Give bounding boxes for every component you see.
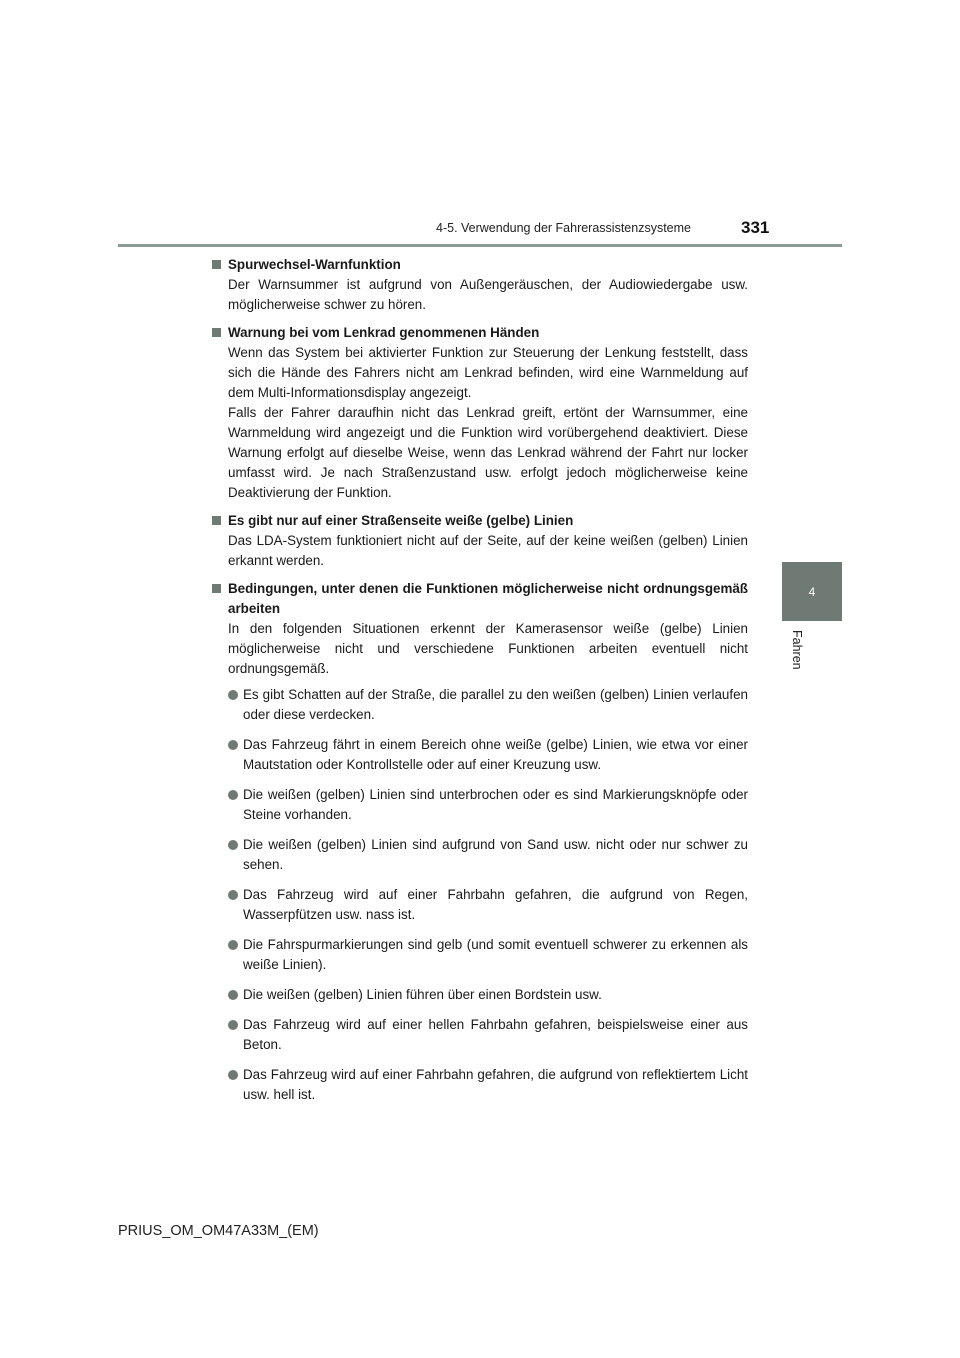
circle-bullet-icon [228, 1070, 238, 1080]
section-title-text: Es gibt nur auf einer Straßenseite weiße (gelbe) Linien [228, 513, 574, 528]
section-one-side-lines [212, 511, 748, 571]
list-item [228, 835, 748, 875]
section-title [212, 255, 748, 275]
list-item [228, 685, 748, 725]
square-bullet-icon [212, 584, 221, 593]
circle-bullet-icon [228, 790, 238, 800]
list-item-text: Das Fahrzeug wird auf einer Fahrbahn gefahren, die aufgrund von reflektiertem Licht usw. hell ist. [243, 1067, 748, 1102]
paragraph: Der Warnsummer ist aufgrund von Außengeräuschen, der Audiowiedergabe usw. möglicherweise schwer zu hören. [228, 277, 748, 312]
square-bullet-icon [212, 328, 221, 337]
main-content [212, 255, 748, 1115]
header-divider [118, 244, 842, 247]
chapter-tab [782, 562, 842, 621]
circle-bullet-icon [228, 1020, 238, 1030]
list-item-text: Die Fahrspurmarkierungen sind gelb (und somit eventuell schwerer zu erkennen als weiße Linien). [243, 937, 748, 972]
section-lane-change-warning [212, 255, 748, 315]
list-item [228, 785, 748, 825]
circle-bullet-icon [228, 890, 238, 900]
circle-bullet-icon [228, 740, 238, 750]
section-title-text: Spurwechsel-Warnfunktion [228, 257, 401, 272]
section-body [212, 619, 748, 679]
section-malfunction-conditions [212, 579, 748, 1105]
chapter-number: 4 [808, 584, 816, 599]
list-item-text: Es gibt Schatten auf der Straße, die parallel zu den weißen (gelben) Linien verlaufen oder diese verdecken. [243, 687, 748, 722]
paragraph: Wenn das System bei aktivierter Funktion zur Steuerung der Lenkung feststellt, dass sich die Hände des Fahrers nicht am Lenkrad befinden, wird eine Warnmeldung auf dem Multi-Informationsdisplay angezeigt. [228, 345, 748, 400]
section-body [212, 531, 748, 571]
list-item-text: Die weißen (gelben) Linien führen über einen Bordstein usw. [243, 987, 602, 1002]
section-title [212, 323, 748, 343]
circle-bullet-icon [228, 990, 238, 1000]
list-item [228, 885, 748, 925]
document-code: PRIUS_OM_OM47A33M_(EM) [118, 1223, 319, 1239]
list-item [228, 935, 748, 975]
section-title [212, 579, 748, 619]
list-item-text: Das Fahrzeug wird auf einer hellen Fahrbahn gefahren, beispielsweise einer aus Beton. [243, 1017, 748, 1052]
list-item-text: Das Fahrzeug wird auf einer Fahrbahn gefahren, die aufgrund von Regen, Wasserpfützen usw. nass ist. [243, 887, 748, 922]
section-body [212, 275, 748, 315]
list-item [228, 1065, 748, 1105]
paragraph: Falls der Fahrer daraufhin nicht das Lenkrad greift, ertönt der Warnsummer, eine Warnmeldung wird angezeigt und die Funktion wird vorübergehend deaktiviert. Diese Warnung erfolgt auf dieselbe Weise, wenn das Lenkrad während der Fahrt nur locker umfasst wird. Je nach Straßenzustand usw. erfolgt jedoch möglicherweise keine Deaktivierung der Funktion. [228, 405, 748, 500]
section-hands-off-warning [212, 323, 748, 503]
section-title-text: Bedingungen, unter denen die Funktionen möglicherweise nicht ordnungsgemäß arbeiten [228, 581, 748, 616]
section-title [212, 511, 748, 531]
circle-bullet-icon [228, 690, 238, 700]
chapter-label: Fahren [790, 630, 804, 670]
list-item-text: Das Fahrzeug fährt in einem Bereich ohne weiße (gelbe) Linien, wie etwa vor einer Mautstation oder Kontrollstelle oder auf einer Kreuzung usw. [243, 737, 748, 772]
section-body [212, 343, 748, 503]
square-bullet-icon [212, 516, 221, 525]
circle-bullet-icon [228, 840, 238, 850]
section-title-text: Warnung bei vom Lenkrad genommenen Händen [228, 325, 540, 340]
list-item [228, 985, 748, 1005]
list-item-text: Die weißen (gelben) Linien sind unterbrochen oder es sind Markierungsknöpfe oder Steine vorhanden. [243, 787, 748, 822]
circle-bullet-icon [228, 940, 238, 950]
list-item-text: Die weißen (gelben) Linien sind aufgrund von Sand usw. nicht oder nur schwer zu sehen. [243, 837, 748, 872]
paragraph: Das LDA-System funktioniert nicht auf der Seite, auf der keine weißen (gelben) Linien erkannt werden. [228, 533, 748, 568]
list-item [228, 735, 748, 775]
paragraph: In den folgenden Situationen erkennt der Kamerasensor weiße (gelbe) Linien möglicherweise nicht und verschiedene Funktionen arbeiten eventuell nicht ordnungsgemäß. [228, 621, 748, 676]
header-section-title: 4-5. Verwendung der Fahrerassistenzsysteme [436, 221, 691, 235]
list-item [228, 1015, 748, 1055]
page-number: 331 [741, 218, 770, 237]
condition-list [212, 685, 748, 1105]
square-bullet-icon [212, 260, 221, 269]
